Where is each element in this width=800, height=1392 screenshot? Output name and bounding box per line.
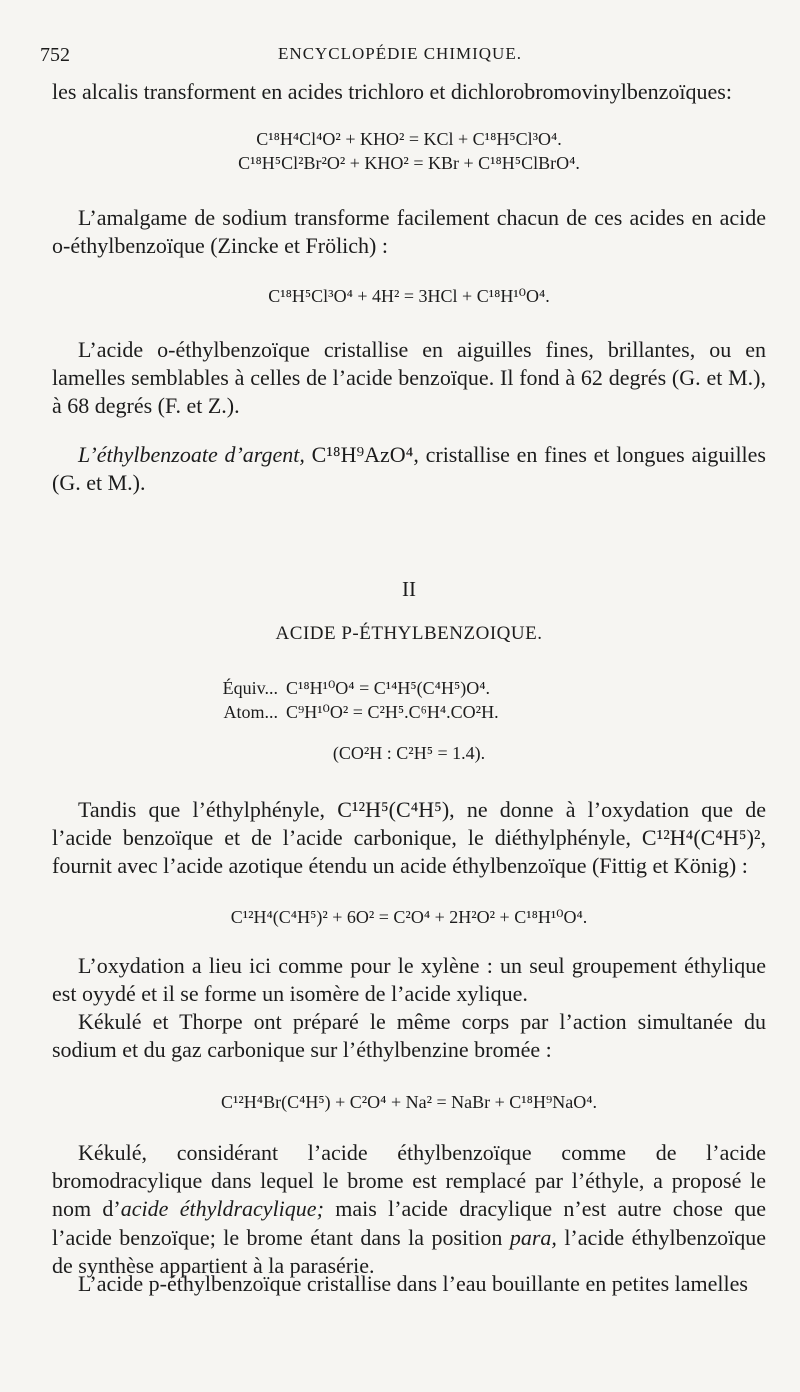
ratio-block	[52, 741, 766, 765]
section-number: II	[402, 577, 416, 601]
atom-formula: C⁹H¹⁰O² = C²H⁵.C⁶H⁴.CO²H.	[286, 702, 499, 722]
equiv-label: Équiv...	[222, 678, 278, 698]
equiv-formula: C¹⁸H¹⁰O⁴ = C¹⁴H⁵(C⁴H⁵)O⁴.	[286, 678, 490, 698]
text-block-1	[52, 78, 766, 106]
text-block-7	[52, 1008, 766, 1064]
equation-4: C¹²H⁴(C⁴H⁵)² + 6O² = C²O⁴ + 2H²O² + C¹⁸H¹⁰O⁴.	[230, 907, 588, 927]
paragraph-7: Kékulé et Thorpe ont préparé le même corps par l’action simultanée du sodium et du gaz carbonique sur l’éthylbenzine bromée :	[52, 1009, 766, 1063]
running-title: ENCYCLOPÉDIE CHIMIQUE.	[278, 44, 522, 63]
paragraph-8	[52, 1139, 766, 1280]
equation-3: C¹⁸H⁵Cl³O⁴ + 4H² = 3HCl + C¹⁸H¹⁰O⁴.	[268, 286, 550, 306]
equation-block-1	[52, 127, 766, 175]
paragraph-4	[52, 441, 766, 497]
equation-5: C¹²H⁴Br(C⁴H⁵) + C²O⁴ + Na² = NaBr + C¹⁸H⁹NaO⁴.	[221, 1092, 597, 1112]
text-block-4	[52, 441, 766, 497]
equation-block-4	[52, 905, 766, 929]
paragraph-6: L’oxydation a lieu ici comme pour le xylène : un seul groupement éthylique est oyydé et il se forme un isomère de l’acide xylique.	[52, 953, 766, 1007]
paragraph-8-part-2: mais l’acide dracylique n’est autre chose que l’acide benzoïque; le brome étant dans la position	[52, 1196, 766, 1250]
paragraph-5: Tandis que l’éthylphényle, C¹²H⁵(C⁴H⁵), ne donne à l’oxydation que de l’acide benzoïque et de l’acide carbonique, le diéthylphényle, C¹²H⁴(C⁴H⁵)², fournit avec l’acide azotique étendu un acide éthylbenzoïque (Fittig et König) :	[52, 797, 766, 879]
equation-2: C¹⁸H⁵Cl²Br²O² + KHO² = KBr + C¹⁸H⁵ClBrO⁴.	[238, 153, 580, 173]
text-block-3	[52, 336, 766, 421]
section-title: ACIDE P-ÉTHYLBENZOIQUE.	[275, 623, 543, 644]
equation-block-2	[52, 284, 766, 308]
text-block-6	[52, 952, 766, 1008]
page-number: 752	[40, 44, 70, 66]
paragraph-8-italic-2: para,	[509, 1224, 557, 1250]
paragraph-8-part-1: Kékulé, considérant l’acide éthylbenzoïque comme de l’acide bromodracylique dans lequel le brome est remplacé par l’éthyle, a proposé le nom d’	[52, 1140, 766, 1222]
paragraph-1: les alcalis transforment en acides trichloro et dichlorobromovinylbenzoïques:	[52, 79, 732, 104]
equation-1: C¹⁸H⁴Cl⁴O² + KHO² = KCl + C¹⁸H⁵Cl³O⁴.	[256, 129, 562, 149]
equation-block-5	[52, 1090, 766, 1114]
paragraph-8-part-3: l’acide éthylbenzoïque de synthèse appartient à la parasérie.	[52, 1224, 766, 1278]
page-header	[0, 40, 800, 68]
text-block-2	[52, 204, 766, 260]
paragraph-2: L’amalgame de sodium transforme facilement chacun de ces acides en acide o-éthylbenzoïque (Zincke et Frölich) :	[52, 205, 766, 259]
text-block-8	[52, 1139, 766, 1280]
ratio-line: (CO²H : C²H⁵ = 1.4).	[332, 743, 486, 763]
paragraph-4-text: C¹⁸H⁹AzO⁴, cristallise en fines et longues aiguilles (G. et M.).	[52, 442, 766, 496]
paragraph-8-italic-1: acide éthyldracylique;	[120, 1196, 324, 1222]
text-block-9	[52, 1270, 766, 1298]
formula-table	[52, 676, 766, 724]
paragraph-9: L’acide p-éthylbenzoïque cristallise dans l’eau bouillante en petites lamelles	[78, 1271, 748, 1296]
paragraph-3: L’acide o-éthylbenzoïque cristallise en aiguilles fines, brillantes, ou en lamelles semblables à celles de l’acide benzoïque. Il fond à 62 degrés (G. et M.), à 68 degrés (F. et Z.).	[52, 337, 766, 419]
paragraph-4-italic: L’éthylbenzoate d’argent,	[78, 442, 305, 467]
text-block-5	[52, 796, 766, 881]
atom-label: Atom...	[223, 702, 278, 722]
